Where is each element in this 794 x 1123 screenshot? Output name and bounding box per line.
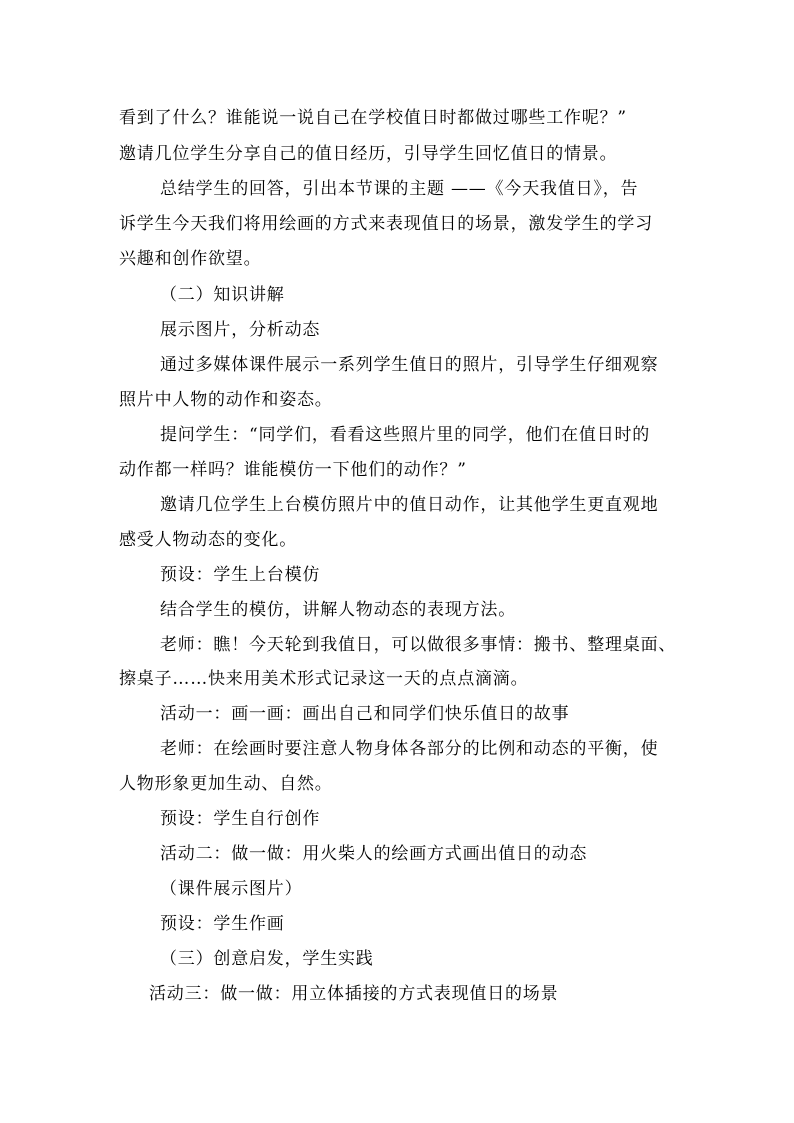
paragraph-line: 邀请几位学生分享自己的值日经历，引导学生回忆值日的情景。	[119, 144, 618, 164]
activity-line: 活动三：做一做：用立体插接的方式表现值日的场景	[149, 984, 559, 1004]
paragraph-line: 总结学生的回答，引出本节课的主题 ——《今天我值日》，告	[160, 179, 639, 199]
paragraph-line: 感受人物动态的变化。	[119, 530, 297, 550]
activity-line: 活动一：画一画：画出自己和同学们快乐值日的故事	[160, 704, 570, 724]
paragraph-line: 擦桌子……快来用美术形式记录这一天的点点滴滴。	[119, 669, 529, 689]
paragraph-line: 老师：瞧！今天轮到我值日，可以做很多事情：搬书、整理桌面、	[160, 635, 677, 655]
paragraph-line: 照片中人物的动作和姿态。	[119, 390, 333, 410]
paragraph-line: 动作都一样吗？谁能模仿一下他们的动作？”	[119, 460, 467, 480]
section-heading: （二）知识讲解	[160, 285, 285, 305]
paragraph-line: 预设：学生自行创作	[160, 809, 321, 829]
section-heading: （三）创意启发，学生实践	[160, 949, 374, 969]
paragraph-line: 兴趣和创作欲望。	[119, 249, 262, 269]
activity-line: 活动二：做一做：用火柴人的绘画方式画出值日的动态	[160, 844, 588, 864]
paragraph-line: 老师：在绘画时要注意人物身体各部分的比例和动态的平衡，使	[160, 739, 659, 759]
paragraph-line: （课件展示图片）	[160, 879, 303, 899]
paragraph-line: 预设：学生作画	[160, 914, 285, 934]
paragraph-line: 结合学生的模仿，讲解人物动态的表现方法。	[160, 600, 516, 620]
paragraph-line: 邀请几位学生上台模仿照片中的值日动作，让其他学生更直观地	[160, 495, 659, 515]
paragraph-line: 提问学生：“同学们，看看这些照片里的同学，他们在值日时的	[160, 425, 651, 445]
paragraph-line: 诉学生今天我们将用绘画的方式来表现值日的场景，激发学生的学习	[119, 214, 653, 234]
paragraph-line: 预设：学生上台模仿	[160, 565, 321, 585]
paragraph-line: 看到了什么？谁能说一说自己在学校值日时都做过哪些工作呢？”	[119, 108, 627, 128]
subheading: 展示图片，分析动态	[160, 320, 321, 340]
paragraph-line: 人物形象更加生动、自然。	[119, 774, 333, 794]
paragraph-line: 通过多媒体课件展示一系列学生值日的照片，引导学生仔细观察	[160, 355, 659, 375]
